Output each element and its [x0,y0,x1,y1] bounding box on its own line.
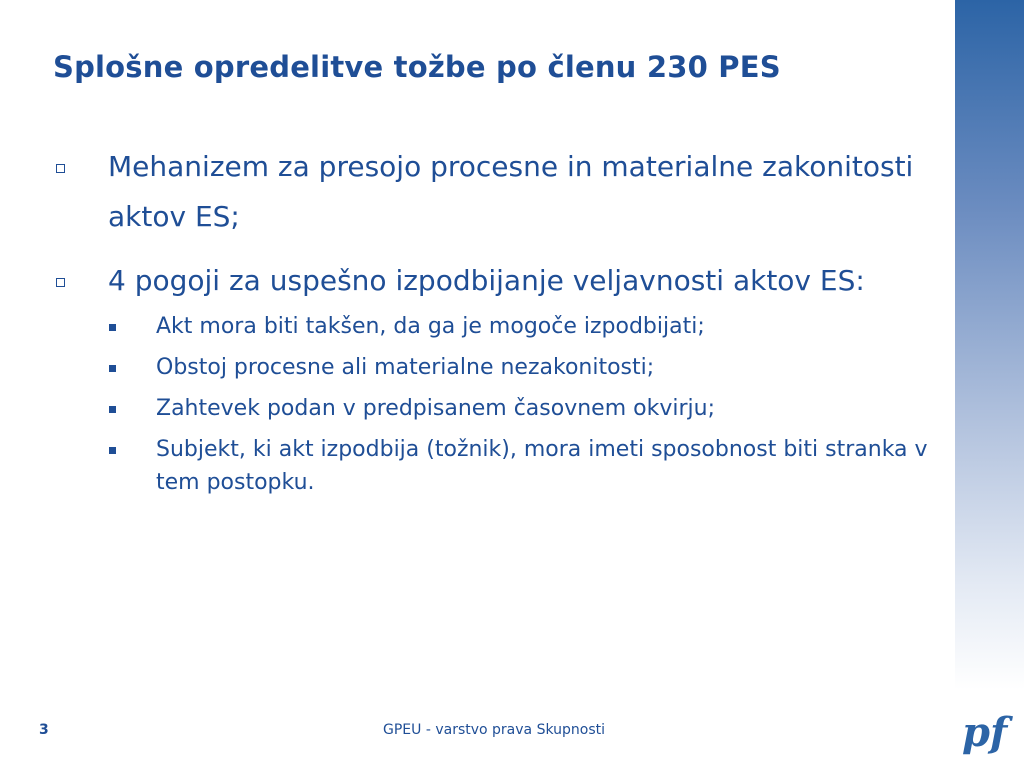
sub-bullet-item [53,433,933,499]
page-number: 3 [39,722,49,738]
filled-square-bullet-icon [109,365,116,372]
hollow-square-bullet-icon [56,278,65,287]
hollow-square-bullet-icon [56,164,65,173]
bullet-text: Mehanizem za presojo procesne in materialne zakonitosti aktov ES; [108,150,914,233]
pf-logo-icon [958,702,1014,758]
sub-bullet-text: Akt mora biti takšen, da ga je mogoče izpodbijati; [156,314,705,339]
slide-content [53,142,933,507]
sub-bullet-list [53,310,933,499]
bullet-text: 4 pogoji za uspešno izpodbijanje veljavnosti aktov ES: [108,264,865,297]
sub-bullet-text: Zahtevek podan v predpisanem časovnem okvirju; [156,396,715,421]
sub-bullet-text: Obstoj procesne ali materialne nezakonitosti; [156,355,655,380]
footer-text: GPEU - varstvo prava Skupnosti [383,722,606,738]
sub-bullet-item [53,310,933,343]
bullet-item [53,256,933,306]
filled-square-bullet-icon [109,324,116,331]
slide-title: Splošne opredelitve tožbe po členu 230 PES [53,50,781,84]
sub-bullet-item [53,392,933,425]
svg-text:pf: pf [962,709,1008,756]
sub-bullet-text: Subjekt, ki akt izpodbija (tožnik), mora imeti sposobnost biti stranka v tem postopku. [156,437,928,495]
decorative-sidebar [955,0,1024,690]
filled-square-bullet-icon [109,406,116,413]
filled-square-bullet-icon [109,447,116,454]
sub-bullet-item [53,351,933,384]
bullet-item [53,142,933,242]
